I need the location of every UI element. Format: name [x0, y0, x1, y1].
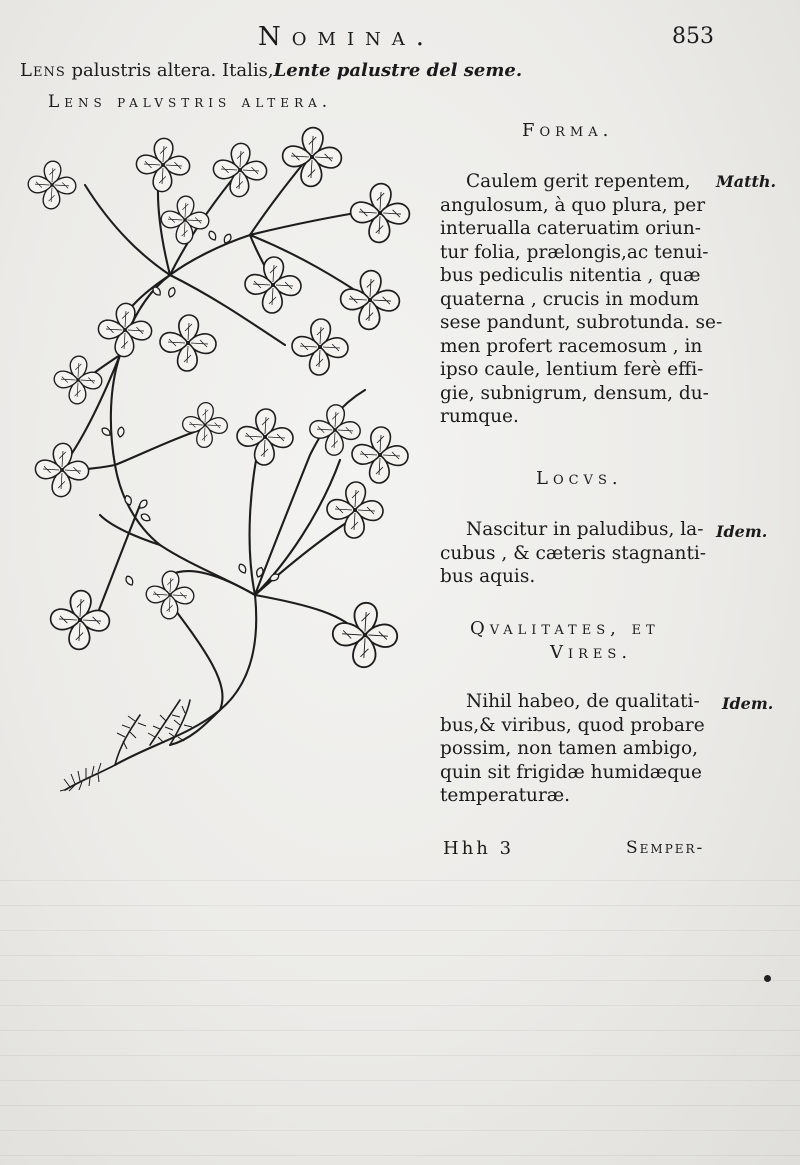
forma-line: quaterna , crucis in modum — [440, 288, 700, 310]
bleed-through-text — [0, 880, 800, 1165]
plate-title: Lens palvstris altera. — [48, 92, 333, 112]
margin-note-matth: Matth. — [716, 172, 777, 191]
ink-spot — [764, 975, 771, 982]
locus-line: cubus , & cæteris stagnanti- — [440, 542, 707, 564]
qualitates-paragraph — [440, 690, 710, 808]
heading-vires: Vires. — [550, 642, 633, 663]
locus-paragraph — [440, 518, 710, 589]
forma-paragraph — [440, 170, 723, 429]
qualitates-line: possim, non tamen ambigo, — [440, 738, 698, 759]
forma-line: ipso caule, lentium ferè effi- — [440, 359, 704, 380]
margin-note-idem: Idem. — [722, 694, 774, 713]
qualitates-line: temperaturæ. — [440, 785, 571, 806]
heading-qualitates: Qvalitates, et — [470, 618, 660, 639]
heading-locus: Locvs. — [536, 468, 623, 489]
forma-line: men profert racemosum , in — [440, 335, 703, 357]
catchword: Semper- — [626, 838, 705, 858]
signature-mark: Hhh 3 — [443, 838, 515, 859]
plant-names-line — [20, 60, 522, 81]
forma-line: gie, subnigrum, densum, du- — [440, 382, 709, 404]
forma-line: bus pediculis nitentia , quæ — [440, 265, 701, 286]
qualitates-line: quin sit frigidæ humidæque — [440, 761, 702, 783]
page-number: 853 — [672, 24, 714, 49]
names-lead: Lens — [20, 60, 66, 81]
woodcut-illustration — [20, 125, 420, 805]
names-rest: palustris altera. Italis, — [65, 60, 274, 81]
locus-line: bus aquis. — [440, 566, 536, 587]
locus-line: Nascitur in paludibus, la- — [466, 519, 704, 540]
forma-line: sese pandunt, subrotunda. se- — [440, 312, 723, 333]
forma-line: angulosum, à quo plura, per — [440, 194, 706, 216]
names-italian: Lente palustre del seme. — [273, 60, 523, 81]
forma-line: Caulem gerit repentem, — [466, 171, 691, 192]
qualitates-line: bus,& viribus, quod probare — [440, 714, 705, 736]
forma-line: rumque. — [440, 406, 519, 427]
margin-note-idem: Idem. — [716, 522, 768, 541]
forma-line: tur folia, prælongis,ac tenui- — [440, 241, 709, 263]
forma-line: interualla cateruatim oriun- — [440, 218, 702, 239]
running-title: Nomina. — [258, 22, 436, 52]
heading-forma: Forma. — [522, 120, 614, 141]
qualitates-line: Nihil habeo, de qualitati- — [466, 691, 700, 712]
